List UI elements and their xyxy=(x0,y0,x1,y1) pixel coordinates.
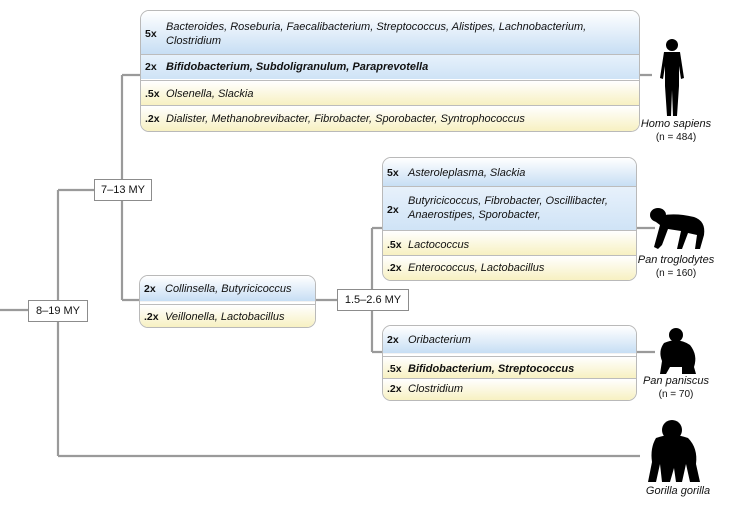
pan-paniscus-taxa-box xyxy=(382,325,637,401)
multiplier-label: .5x xyxy=(387,363,402,375)
multiplier-label: .2x xyxy=(145,113,160,125)
taxa-row-2x xyxy=(383,186,636,231)
species-label-pan-paniscus xyxy=(626,375,726,401)
species-name: Pan paniscus xyxy=(642,375,710,387)
node-label-pan: 1.5–2.6 MY xyxy=(337,289,409,311)
multiplier-label: 5x xyxy=(387,167,399,179)
multiplier-label: .2x xyxy=(387,262,402,274)
taxa-list: Bacteroides, Roseburia, Faecalibacterium, Streptococcus, Alistipes, Lachnobacterium, Clostridium xyxy=(166,21,587,47)
taxa-row-2x xyxy=(140,276,315,301)
taxa-list: Clostridium xyxy=(408,383,464,395)
taxa-row-5x xyxy=(383,158,636,186)
multiplier-label: 2x xyxy=(387,334,399,346)
multiplier-label: 2x xyxy=(144,283,156,295)
taxa-row-fifth-x xyxy=(140,304,315,328)
taxa-list: Asteroleplasma, Slackia xyxy=(408,167,526,179)
pan-troglodytes-taxa-box xyxy=(382,157,637,281)
species-label-pan-troglodytes xyxy=(626,254,726,280)
human-silhouette-icon xyxy=(652,38,692,118)
taxa-list: Bifidobacterium, Streptococcus xyxy=(408,363,575,375)
taxa-list: Oribacterium xyxy=(408,334,471,346)
taxa-list: Olsenella, Slackia xyxy=(166,88,254,100)
node-label-root: 8–19 MY xyxy=(28,300,88,322)
species-name: Gorilla gorilla xyxy=(645,485,711,497)
taxa-list: Dialister, Methanobrevibacter, Fibrobacter, Sporobacter, Syntrophococcus xyxy=(166,113,525,125)
multiplier-label: .5x xyxy=(387,239,402,251)
taxa-row-half-x xyxy=(383,356,636,379)
species-name: Homo sapiens xyxy=(640,118,712,130)
taxa-row-fifth-x xyxy=(383,255,636,281)
sample-size: (n = 70) xyxy=(658,389,694,400)
multiplier-label: 5x xyxy=(145,28,157,40)
taxa-row-2x xyxy=(383,326,636,353)
bonobo-silhouette-icon xyxy=(656,327,700,375)
node-label-homo-pan: 7–13 MY xyxy=(94,179,152,201)
taxa-row-5x xyxy=(141,11,639,54)
taxa-list: Butyricicoccus, Fibrobacter, Oscillibacter, Anaerostipes, Sporobacter, xyxy=(408,195,608,221)
multiplier-label: 2x xyxy=(387,204,399,216)
species-label-homo-sapiens xyxy=(626,118,726,144)
taxa-row-2x xyxy=(141,54,639,79)
species-label-gorilla-gorilla xyxy=(626,485,730,498)
sample-size: (n = 160) xyxy=(655,268,697,279)
species-name: Pan troglodytes xyxy=(637,254,715,266)
taxa-row-half-x xyxy=(141,80,639,106)
multiplier-label: .5x xyxy=(145,88,160,100)
multiplier-label: .2x xyxy=(144,311,159,323)
multiplier-label: .2x xyxy=(387,383,402,395)
homo-sapiens-taxa-box xyxy=(140,10,640,132)
taxa-list: Lactococcus xyxy=(408,239,470,251)
pan-ancestor-taxa-box xyxy=(139,275,316,328)
taxa-list: Enterococcus, Lactobacillus xyxy=(408,262,545,274)
taxa-list: Bifidobacterium, Subdoligranulum, Paraprevotella xyxy=(166,61,429,73)
multiplier-label: 2x xyxy=(145,61,157,73)
taxa-list: Veillonella, Lactobacillus xyxy=(165,311,285,323)
gorilla-silhouette-icon xyxy=(646,418,702,484)
taxa-row-half-x xyxy=(383,230,636,256)
sample-size: (n = 484) xyxy=(655,132,697,143)
taxa-row-fifth-x xyxy=(141,105,639,132)
taxa-list: Collinsella, Butyricicoccus xyxy=(165,283,292,295)
chimpanzee-silhouette-icon xyxy=(648,205,710,251)
taxa-row-fifth-x xyxy=(383,378,636,401)
